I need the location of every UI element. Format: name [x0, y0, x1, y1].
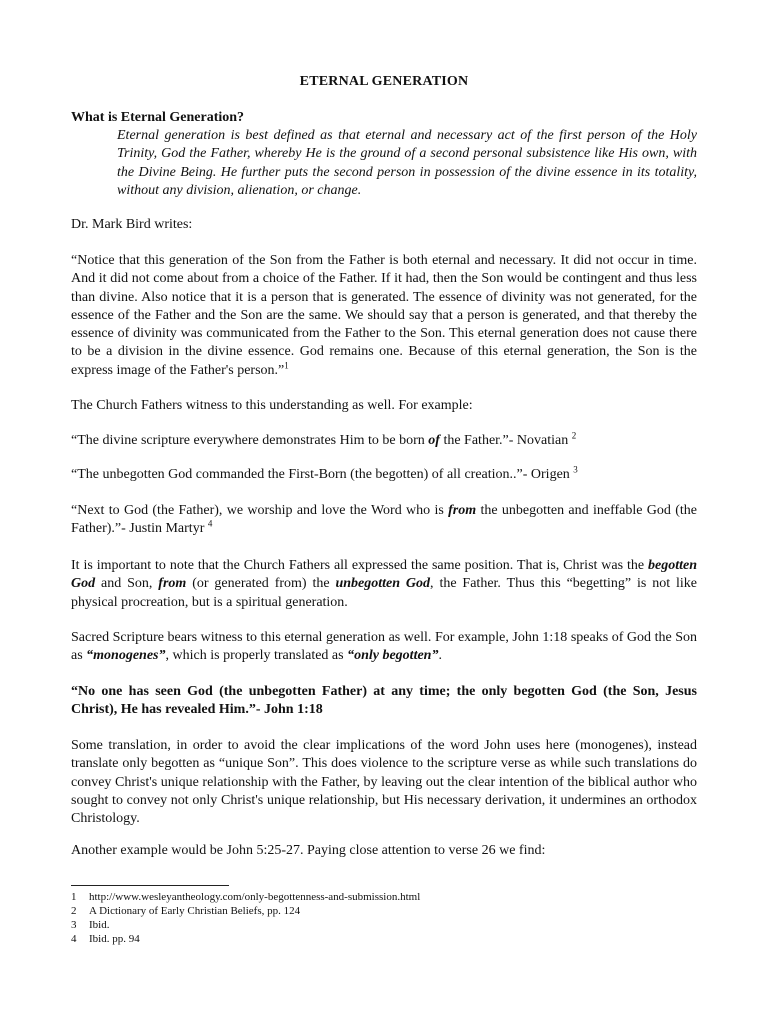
footnote-divider [71, 885, 229, 886]
footnote-ref-4[interactable]: 4 [207, 518, 213, 529]
fathers-intro: The Church Fathers witness to this understanding as well. For example: [71, 398, 473, 413]
footnote-1: 1 http://www.wesleyantheology.com/only-begottenness-and-submission.html [71, 891, 421, 903]
scripture-paragraph: Sacred Scripture bears witness to this eternal generation as well. For example, John 1:18 speaks of God the Son as “monogenes”, which is properly translated as “only begotten”. [71, 630, 697, 664]
footnote-2: 2 A Dictionary of Early Christian Beliefs, pp. 124 [71, 905, 301, 917]
another-example-paragraph: Another example would be John 5:25-27. Paying close attention to verse 26 we find: [71, 843, 546, 858]
origen-quote: “The unbegotten God commanded the First-Born (the begotten) of all creation..”- Origen $^3$ [71, 464, 578, 482]
important-paragraph: It is important to note that the Church Fathers all expressed the same position. That is, Christ was the begotten God and Son, from (or generated from) the unbegotten God, the Father. Thus this “begetting” is not like physical procreation, but is a spiritual generation. [71, 558, 697, 610]
footnote-4: 4 Ibid. pp. 94 [71, 933, 140, 945]
john-1-18-quote: “No one has seen God (the unbegotten Father) at any time; the only begotten God (the Son, Jesus Christ), He has revealed Him.”- John 1:18 [71, 684, 697, 718]
translation-paragraph: Some translation, in order to avoid the clear implications of the word John uses here (monogenes), instead translate only begotten as “unique Son”. This does violence to the scripture verse as while such translations do convey Christ's unique relationship with the Father, by leaving out the clear intention of the biblical author who sought to convey not only Christ's unique relationship, but His necessary derivation, it undermines an orthodox Christology. [71, 738, 697, 827]
footnote-ref-2[interactable]: 2 [571, 430, 577, 441]
definition-paragraph: Eternal generation is best defined as that eternal and necessary act of the first person of the Holy Trinity, God the Father, whereby He is the ground of a second personal subsistence like His own, with the Divine Being. He further puts the second person in possession of the divine essence in its totality, without any division, alienation, or change. [117, 128, 697, 198]
bird-quote-paragraph [71, 252, 697, 380]
justin-quote: “Next to God (the Father), we worship and love the Word who is from the unbegotten and ineffable God (the Father).”- Justin Martyr $^4$ [71, 503, 697, 537]
document-title: ETERNAL GENERATION [299, 74, 469, 89]
bird-quote-text: “Notice that this generation of the Son from the Father is both eternal and necessary. It did not occur in time. And it did not come about from a choice of the Father. If it had, then the Son would be contingent and thus less than divine. Also notice that it is a person that is generated. The essence of divinity was not generated, for the essence of the Father and the Son are the same. We should say that a person is generated, and that thereby the essence of divinity was communicated from the Father to the Son. This eternal generation does not cause there to be a division in the divine essence. God remains one. Because of this eternal generation, the Son is the express image of the Father's person.” [71, 253, 697, 378]
footnote-3: 3 Ibid. [71, 919, 110, 931]
footnote-1-link[interactable]: http://www.wesleyantheology.com/only-begottenness-and-submission.html [89, 891, 421, 903]
section-heading: What is Eternal Generation? [71, 110, 245, 125]
footnotes [71, 890, 697, 946]
bird-intro: Dr. Mark Bird writes: [71, 217, 193, 232]
novatian-quote: “The divine scripture everywhere demonstrates Him to be born of the Father.”- Novatian $^2$ [71, 430, 577, 448]
footnote-ref-3[interactable]: 3 [573, 464, 578, 475]
footnote-ref-1[interactable]: 1 [284, 360, 289, 371]
